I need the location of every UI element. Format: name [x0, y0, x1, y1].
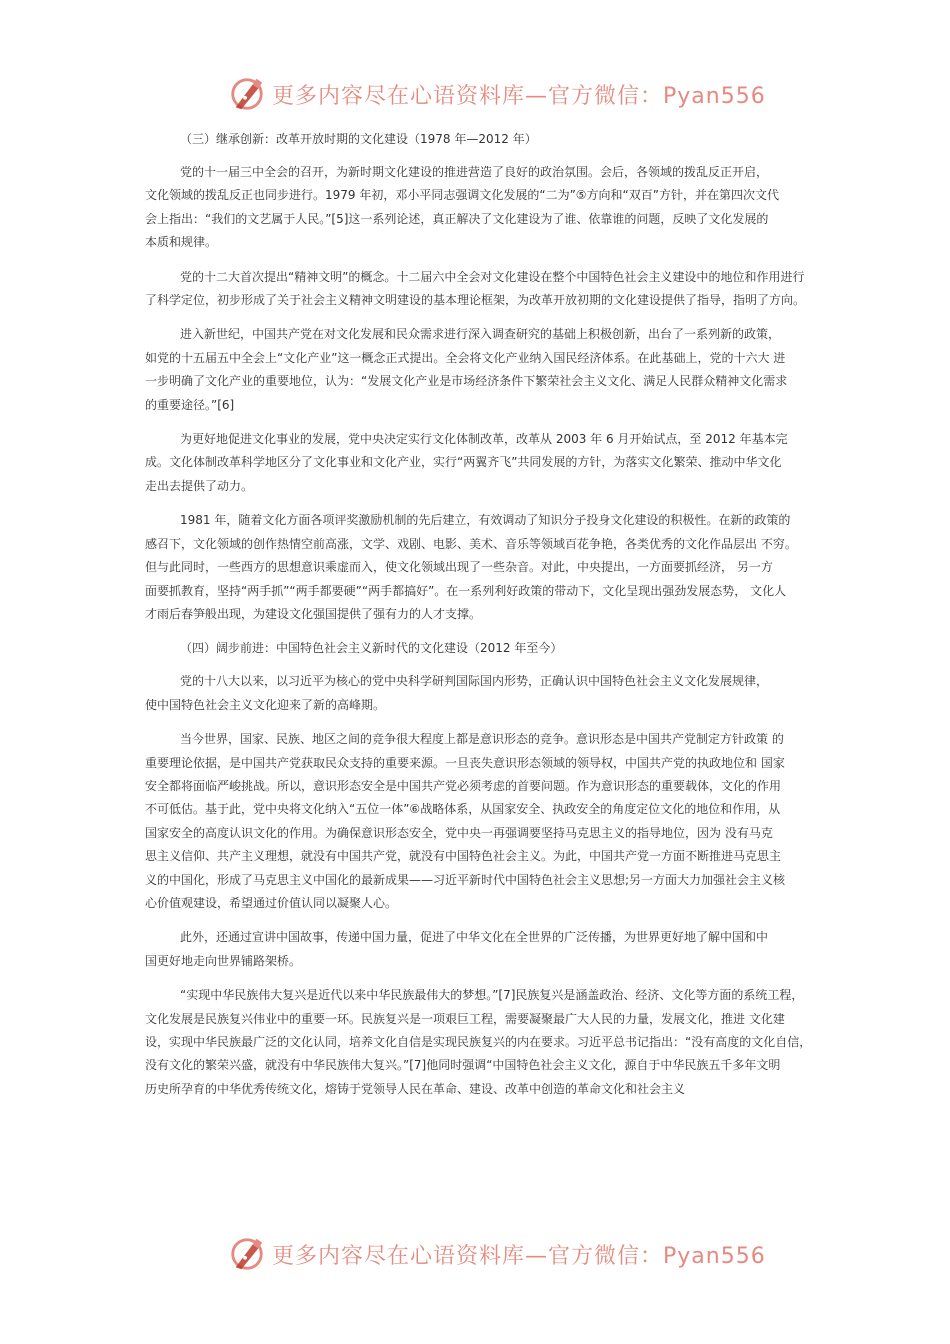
footer-watermark-banner: [228, 1234, 766, 1274]
banner-text: 更多内容尽在心语资料库—官方微信：Pyan556: [272, 1243, 766, 1269]
paragraph-line: 重要理论依据，是中国共产党获取民众支持的重要来源。一旦丧失意识形态领域的领导权，中国共产党的执政地位和 国家: [145, 755, 785, 770]
paragraph-line: 思主义信仰、共产主义理想，就没有中国共产党，就没有中国特色社会主义。为此，中国共产党一方面不断推进马克思主: [145, 849, 782, 864]
paragraph: [145, 670, 811, 717]
paragraph-group-reform-era: [145, 161, 811, 626]
paragraph: [145, 926, 811, 973]
paragraph-line: 设，实现中华民族最广泛的文化认同，培养文化自信是实现民族复兴的内在要求。习近平总书记指出：“没有高度的文化自信，: [145, 1035, 811, 1049]
paragraph-line: 使中国特色社会主义文化迎来了新的高峰期。: [145, 697, 386, 712]
paragraph-line: 如党的十五届五中全会上“文化产业”这一概念正式提出。全会将文化产业纳入国民经济体系。在此基础上，党的十六大 进: [145, 350, 786, 365]
section-heading: （三）继承创新：改革开放时期的文化建设（1978 年—2012 年）: [180, 132, 537, 146]
header-watermark-banner: [228, 74, 766, 114]
paragraph: [145, 984, 811, 1101]
paragraph: [145, 266, 811, 313]
paragraph-line: 文化发展是民族复兴伟业中的重要一环。民族复兴是一项艰巨工程，需要凝聚最广大人民的力量，发展文化，推进 文化建: [145, 1011, 785, 1026]
paragraph-line: 但与此同时，一些西方的思想意识乘虚而入，使文化领域出现了一些杂音。对此，中央提出，一方面要抓经济， 另一方: [145, 560, 773, 575]
pen-nib-logo-icon: [228, 75, 266, 113]
paragraph-line: “实现中华民族伟大复兴是近代以来中华民族最伟大的梦想。”[7]民族复兴是涵盖政治、经济、文化等方面的系统工程，: [180, 988, 804, 1003]
paragraph-line: 本质和规律。: [145, 235, 218, 250]
pen-nib-logo-icon: [228, 1235, 266, 1273]
paragraph-line: 1981 年，随着文化方面各项评奖激励机制的先后建立，有效调动了知识分子投身文化建设的积极性。在新的政策的: [180, 513, 791, 528]
paragraph-line: 党的十八大以来，以习近平为核心的党中央科学研判国际国内形势，正确认识中国特色社会主义文化发展规律，: [180, 674, 769, 689]
paragraph-line: 为更好地促进文化事业的发展，党中央决定实行文化体制改革，改革从 2003 年 6 月开始试点，至 2012 年基本完: [180, 432, 788, 447]
document-body: [145, 128, 811, 1112]
paragraph-line: 文化领域的拨乱反正也同步进行。1979 年初，邓小平同志强调文化发展的“二为”⑤方向和“双百”方针，并在第四次文代: [145, 188, 779, 203]
paragraph-line: 安全都将面临严峻挑战。所以，意识形态安全是中国共产党必须考虑的首要问题。作为意识形态的重要载体，文化的作用: [145, 778, 782, 793]
paragraph-line: 成。文化体制改革科学地区分了文化事业和文化产业，实行“两翼齐飞”共同发展的方针，为落实文化繁荣、推动中华文化: [145, 455, 782, 470]
paragraph-line: 才雨后春笋般出现，为建设文化强国提供了强有力的人才支撑。: [145, 606, 482, 621]
paragraph: [145, 728, 811, 915]
paragraph-line: 当今世界，国家、民族、地区之间的竞争很大程度上都是意识形态的竞争。意识形态是中国共产党制定方针政策 的: [180, 732, 784, 747]
paragraph-line: 国更好地走向世界铺路架桥。: [145, 953, 302, 968]
paragraph-line: 面要抓教育，坚持“两手抓”“两手都要硬”“两手都搞好”。在一系列利好政策的带动下，文化呈现出强劲发展态势， 文化人: [145, 583, 787, 598]
paragraph-line: 的重要途径。”[6]: [145, 397, 235, 412]
paragraph: [145, 161, 811, 255]
paragraph-group-new-era: [145, 670, 811, 1101]
paragraph-line: 国家安全的高度认识文化的作用。为确保意识形态安全，党中央一再强调要坚持马克思主义的指导地位，因为 没有马克: [145, 825, 773, 840]
paragraph-line: 感召下，文化领域的创作热情空前高涨，文学、戏剧、电影、美术、音乐等领域百花争艳，各类优秀的文化作品层出 不穷。: [145, 536, 797, 551]
paragraph-line: 没有文化的繁荣兴盛，就没有中华民族伟大复兴。”[7]他同时强调“中国特色社会主义文化，源自于中华民族五千多年文明: [145, 1058, 781, 1073]
paragraph-line: 不可低估。基于此，党中央将文化纳入“五位一体”⑥战略体系，从国家安全、执政安全的角度定位文化的地位和作用，从: [145, 802, 781, 817]
paragraph: [145, 509, 811, 626]
paragraph-line: 会上指出：“我们的文艺属于人民。”[5]这一系列论述，真正解决了文化建设为了谁、依靠谁的问题，反映了文化发展的: [145, 211, 769, 226]
paragraph: [145, 323, 811, 417]
paragraph-line: 义的中国化，形成了马克思主义中国化的最新成果——习近平新时代中国特色社会主义思想;另一方面大力加强社会主义核: [145, 872, 786, 887]
paragraph-line: 走出去提供了动力。: [145, 478, 254, 493]
paragraph-line: 进入新世纪，中国共产党在对文化发展和民众需求进行深入调查研究的基础上积极创新，出台了一系列新的政策，: [180, 327, 781, 342]
paragraph-line: 心价值观建设，希望通过价值认同以凝聚人心。: [145, 895, 398, 910]
section-heading: （四）阔步前进：中国特色社会主义新时代的文化建设（2012 年至今）: [180, 641, 563, 656]
paragraph: [145, 428, 811, 498]
paragraph-line: 党的十二大首次提出“精神文明”的概念。十二届六中全会对文化建设在整个中国特色社会主义建设中的地位和作用进行: [180, 269, 805, 284]
paragraph-line: 一步明确了文化产业的重要地位，认为：“发展文化产业是市场经济条件下繁荣社会主义文化、满足人民群众精神文化需求: [145, 374, 788, 389]
paragraph-line: 党的十一届三中全会的召开，为新时期文化建设的推进营造了良好的政治氛围。会后，各领域的拨乱反正开启，: [180, 165, 769, 179]
paragraph-line: 此外，还通过宣讲中国故事，传递中国力量，促进了中华文化在全世界的广泛传播，为世界更好地了解中国和中: [180, 930, 769, 945]
banner-text: 更多内容尽在心语资料库—官方微信：Pyan556: [272, 83, 766, 109]
paragraph-line: 历史所孕育的中华优秀传统文化，熔铸于党领导人民在革命、建设、改革中创造的革命文化和社会主义: [145, 1081, 686, 1096]
paragraph-line: 了科学定位，初步形成了关于社会主义精神文明建设的基本理论框架，为改革开放初期的文化建设提供了指导，指明了方向。: [145, 293, 806, 308]
